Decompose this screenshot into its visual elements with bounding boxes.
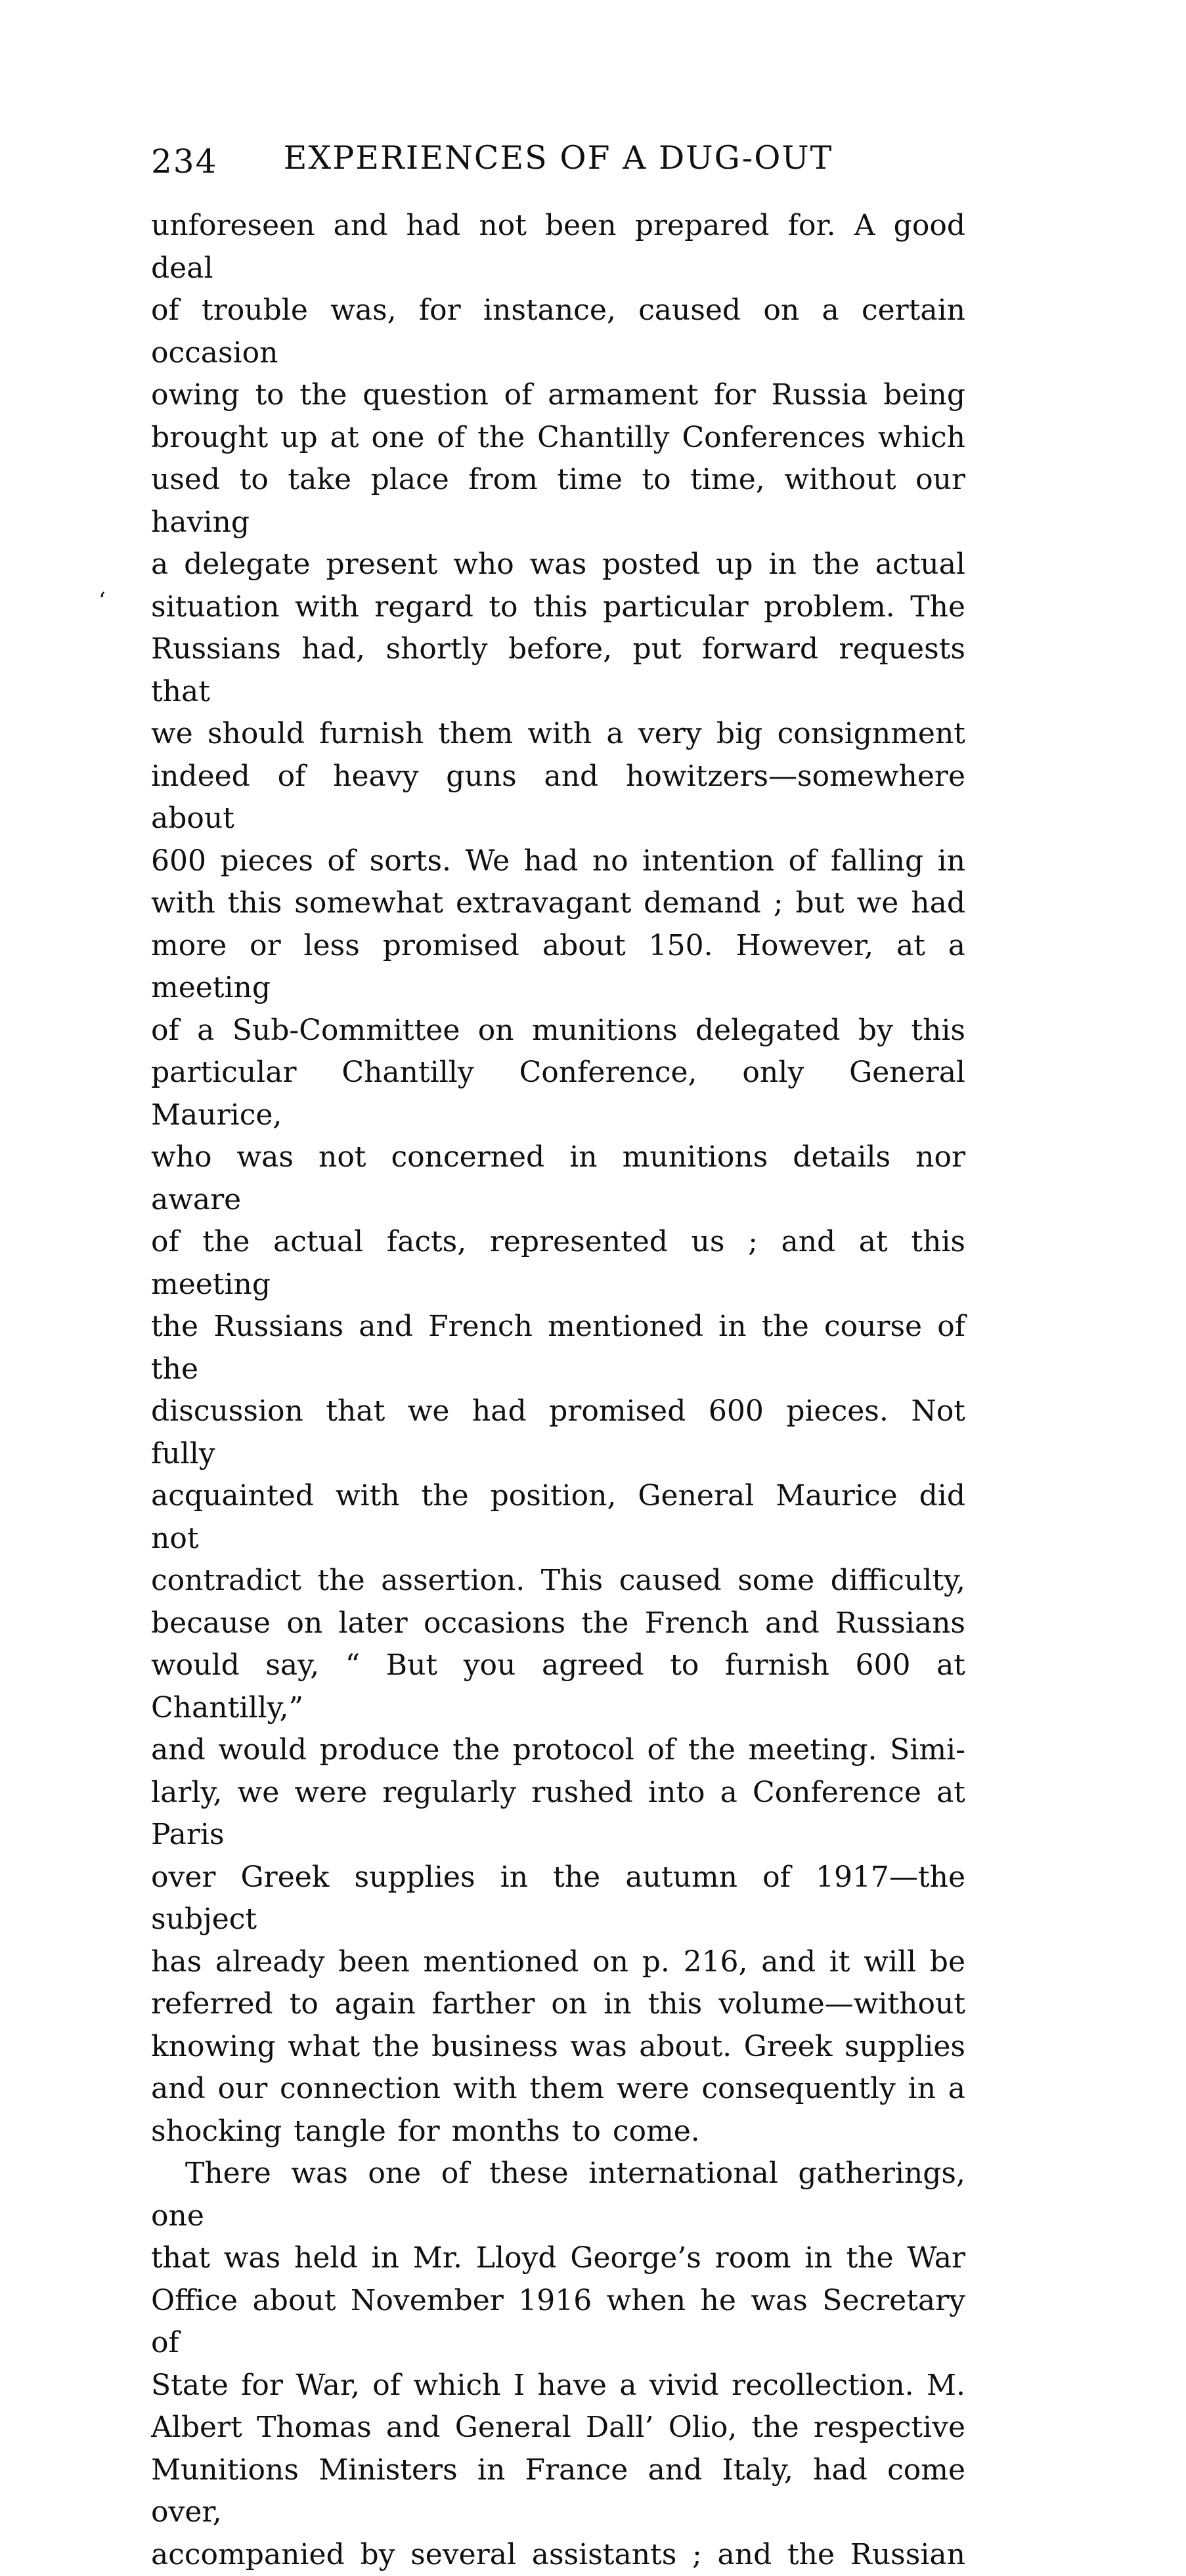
text-line: contradict the assertion. This caused some difficulty, [151,1560,965,1602]
text-line: used to take place from time to time, without our having [151,459,965,544]
text-line: of the actual facts, represented us ; and at this meeting [151,1221,965,1306]
text-line: larly, we were regularly rushed into a Conference at Paris [151,1772,965,1857]
text-line: Albert Thomas and General Dall’ Olio, the respective [151,2407,965,2449]
text-line: indeed of heavy guns and howitzers—somewhere about [151,756,965,840]
text-line: and our connection with them were consequently in a [151,2068,965,2111]
text-line: who was not concerned in munitions details nor aware [151,1136,965,1221]
text-line: more or less promised about 150. However, at a meeting [151,925,965,1010]
running-title: EXPERIENCES OF A DUG-OUT [151,140,965,176]
text-line: There was one of these international gatherings, one [151,2153,965,2237]
page-header [151,140,965,182]
text-line: that was held in Mr. Lloyd George’s room in the War [151,2237,965,2280]
text-line: particular Chantilly Conference, only General Maurice, [151,1052,965,1136]
text-line: and would produce the protocol of the meeting. Simi- [151,1729,965,1772]
text-line: would say, “ But you agreed to furnish 600 at Chantilly,” [151,1644,965,1729]
text-line: brought up at one of the Chantilly Conferences which [151,417,965,460]
text-line: of a Sub-Committee on munitions delegated by this [151,1010,965,1052]
text-line: situation with regard to this particular problem. The [151,586,965,629]
text-line: referred to again farther on in this volume—without [151,1983,965,2026]
margin-mark: ‘ [99,590,106,612]
text-lines [151,205,965,2576]
text-line: 600 pieces of sorts. We had no intention of falling in [151,840,965,883]
text-line: shocking tangle for months to come. [151,2111,965,2153]
text-line: knowing what the business was about. Greek supplies [151,2026,965,2069]
text-line: a delegate present who was posted up in the actual [151,544,965,586]
text-line: because on later occasions the French and Russians [151,1602,965,1645]
text-line: accompanied by several assistants ; and the Russian [151,2534,965,2576]
text-line: unforeseen and had not been prepared for. A good deal [151,205,965,290]
text-line: Russians had, shortly before, put forward requests that [151,628,965,713]
text-line: Munitions Ministers in France and Italy, had come over, [151,2449,965,2534]
text-line: discussion that we had promised 600 pieces. Not fully [151,1390,965,1475]
text-line: over Greek supplies in the autumn of 1917—the subject [151,1857,965,1941]
text-line: we should furnish them with a very big consignment [151,713,965,756]
text-line: owing to the question of armament for Russia being [151,374,965,417]
text-line: State for War, of which I have a vivid recollection. M. [151,2365,965,2407]
text-line: of trouble was, for instance, caused on a certain occasion [151,290,965,374]
text-line: has already been mentioned on p. 216, and it will be [151,1941,965,1984]
text-line: the Russians and French mentioned in the course of the [151,1306,965,1390]
text-line: with this somewhat extravagant demand ; but we had [151,882,965,925]
text-line: acquainted with the position, General Maurice did not [151,1475,965,1560]
text-line: Office about November 1916 when he was Secretary of [151,2280,965,2365]
page-number: 234 [151,145,217,178]
